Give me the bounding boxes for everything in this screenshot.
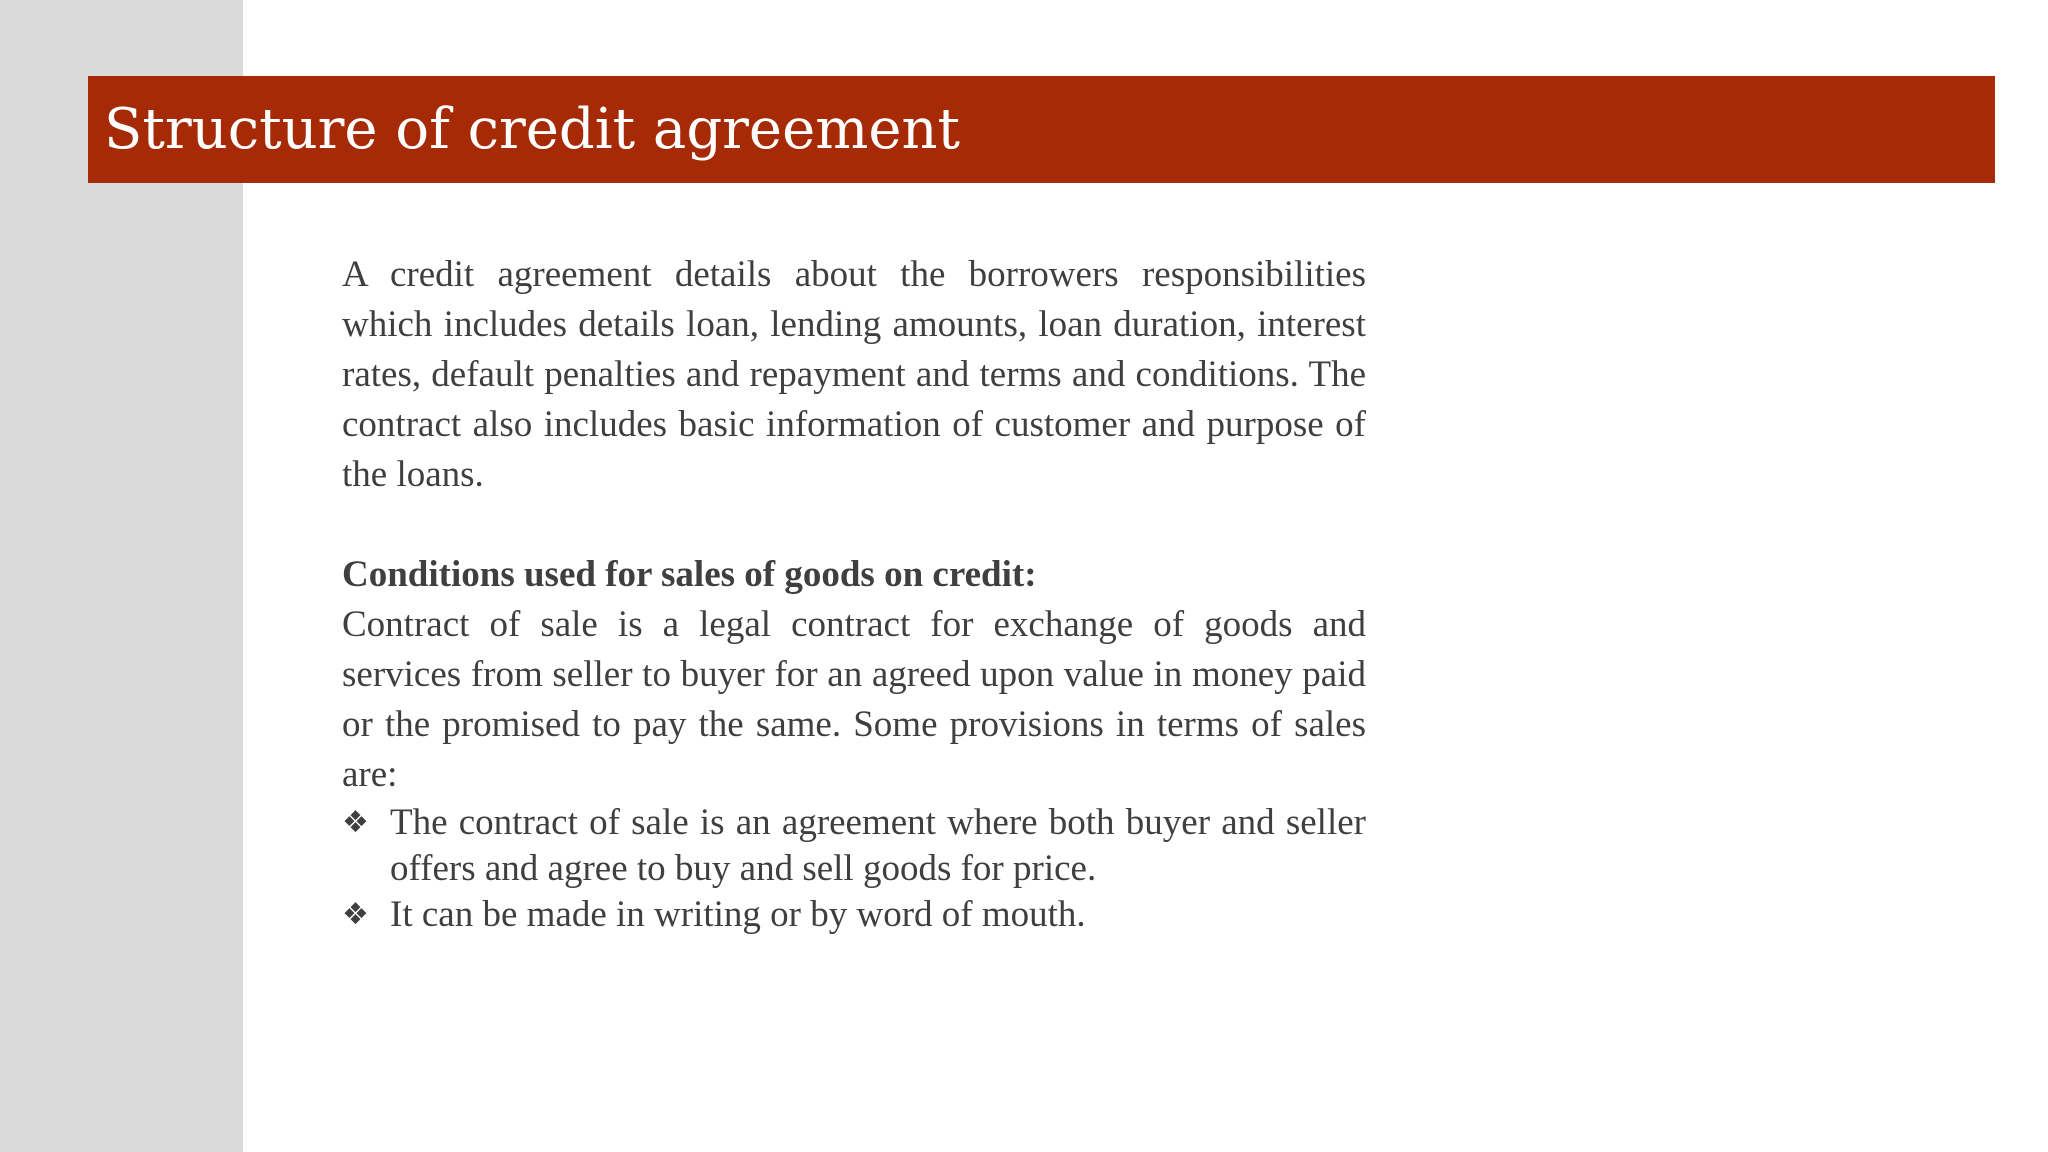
list-item [342,892,1366,938]
paragraph-spacer [342,500,1366,550]
slide-content [342,250,1366,938]
sale-contract-paragraph: Contract of sale is a legal contract for exchange of goods and services from seller to buyer for an agreed upon value in money paid or the promised to pay the same. Some provisions in terms of sales are: [342,604,1366,795]
list-item [342,800,1366,892]
intro-paragraph: A credit agreement details about the borrowers responsibilities which includes details loan, lending amounts, loan duration, interest rates, default penalties and repayment and terms and conditions. The contract also includes basic information of customer and purpose of the loans. [342,254,1366,495]
provisions-list [342,800,1366,938]
slide-title: Structure of credit agreement [104,97,961,162]
diamond-bullet-icon: ❖ [342,805,369,840]
diamond-bullet-icon: ❖ [342,897,369,932]
title-bar [88,76,1995,183]
section-heading: Conditions used for sales of goods on credit: [342,554,1037,595]
list-item-text: The contract of sale is an agreement where both buyer and seller offers and agree to buy and sell goods for price. [390,802,1366,889]
list-item-text: It can be made in writing or by word of mouth. [390,894,1086,935]
